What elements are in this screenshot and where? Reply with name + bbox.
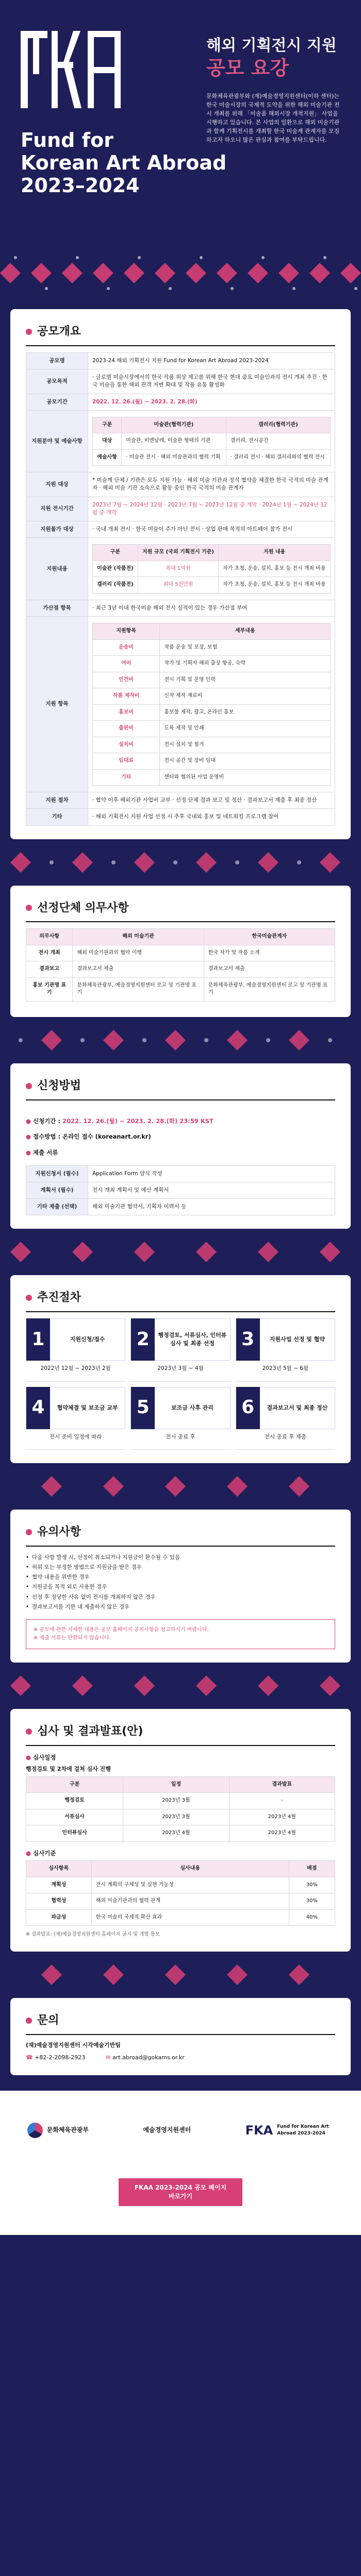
obligations-table: 의무사항 해외 미술기관 한국미술관계자 전시 개최 해외 미술기관과의 협약 이행 한국 작가 및 작품 소개 결과보고 결과보고서 제출 결과보고서 제출 홍보 기관명 표기 문화체육관광부, 예술경영지원센터 로고 및 기관명 표기 문화체육관광부, 예술경영지원센터 로고 및 기관명 표기: [26, 928, 335, 1002]
list-item: • 결과보고서를 기한 내 제출하지 않은 경우: [26, 1602, 335, 1612]
table-row: 협력성 해외 미술기관과의 협력 관계 30%: [26, 1893, 335, 1910]
notes-list: [26, 1553, 335, 1612]
process-card: [10, 1275, 351, 1463]
contact-title: 문의: [26, 2010, 335, 2035]
overview-table: [26, 352, 335, 826]
table-row: 공모목적 · 글로벌 미술시장에서의 한국 작품 위상 제고를 위해 한국 현대 중요 미술인과의 전시 개최 추진 · 한국 미술을 통한 해외 관객 저변 확대 및 작품 유통 활성화: [26, 369, 335, 394]
table-row: 기타 제출 (선택) 해외 미술기관 협약서, 기획자 이력서 등: [26, 1199, 335, 1215]
mcst-logo: 문화체육관광부: [27, 2123, 89, 2138]
process-step: 6 결과보고서 및 최종 정산 전시 종료 후 제출: [236, 1387, 335, 1450]
process-step: 3 지원사업 선정 및 협약 2023년 5월 ~ 6월: [236, 1318, 335, 1381]
table-row: 지원 전시기간 2023년 7월 ~ 2024년 12월 · 2023년 7월 ~ 2023년 12월 중 개막 · 2024년 1월 ~ 2024년 12월 중 개막: [26, 497, 335, 521]
list-item: • 지원금을 목적 외로 사용한 경우: [26, 1582, 335, 1592]
overview-card: [10, 309, 351, 839]
list-item: • 선정 후 정당한 사유 없이 전시를 개최하지 않은 경우: [26, 1592, 335, 1602]
phone-icon: ☎: [26, 2054, 35, 2061]
decorative-pattern: [0, 1952, 361, 1998]
hero-description: 문화체육관광부와 (재)예술경영지원센터(이하 센터)는 한국 미술시장의 국제적 도약을 위한 해외 미술기관 전시 개최를 위해 「미술품 해외시장 개척지원」 사업을 시행하고 있습니다. 본 사업의 일환으로 해외 미술기관과 함께 기획전시를 개최할 한국 미술계 관계자를 모집하고자 하오니 많은 관심과 참여를 부탁드립니다.: [206, 93, 340, 143]
table-row: 서류심사 2023년 3월 2023년 4월: [26, 1809, 335, 1825]
notes-card: [10, 1510, 351, 1663]
table-row: 지원 절차 · 협약 이후 해외기관 사업비 교부 · 선정 단체 결과 보고 및 정산 · 결과보고서 제출 후 최종 정산: [26, 792, 335, 809]
decorative-pattern: [0, 1229, 361, 1275]
hero-banner: [0, 0, 361, 309]
hero-subheading: 공모 요강: [206, 57, 289, 79]
support-field-table: 구분 미술관(협력기관) 갤러리(협력기관) 대상 미술관, 비엔날레, 미술관 형태의 기관 갤러리, 전시공간 예술사항 · 미술관 전시 · 해외 미술관과의 협력 기획 · 갤러리 전시 · 해외 갤러리와의 협력 전시: [92, 417, 331, 466]
review-title: 심사 및 결과발표(안): [26, 1721, 335, 1746]
process-title: 추진절차: [26, 1287, 335, 1312]
table-row: 인터뷰심사 2023년 4월 2023년 4월: [26, 1825, 335, 1842]
application-card: 신청방법 ● 신청기간 : 2022. 12. 26.(월) ~ 2023. 2. 28.(화) 23:59 KST ● 접수방법 : 온라인 접수 (koreanart.or.kr) ● 제출 서류 지원신청서 (필수) Application Form 양식 작성 계획서 (필수) 전시 개최 계획서 및 예산 계획서 기타 제출 (선택) 해외 미술기관 협약서, 기획자 이력서 등: [10, 1063, 351, 1229]
table-row: 계획서 (필수) 전시 개최 계획서 및 예산 계획서: [26, 1182, 335, 1199]
contact-phone: +82-2-2098-2923: [35, 2054, 86, 2061]
table-row: 지원신청서 (필수) Application Form 양식 작성: [26, 1165, 335, 1182]
table-row: 가산점 항목 · 최근 3년 이내 한국미술 해외 전시 실적이 있는 경우 가산점 부여: [26, 600, 335, 616]
list-item: • 협약 내용을 위반한 경우: [26, 1572, 335, 1582]
footer: [0, 2091, 361, 2235]
mail-icon: ✉: [106, 2054, 113, 2061]
table-row: 기타 · 해외 기획전시 지원 사업 선정 시 추후 국내외 홍보 및 네트워킹 프로그램 참여: [26, 809, 335, 825]
table-row: 지원분야 및 예술사항 구분 미술관(협력기관) 갤러리(협력기관) 대상 미술관, 비엔날레, 미술관 형태의 기관 갤러리, 전시공간 예술사항 · 미술관 전시 · 해외 미술관과의 협력 기획 · 갤러리 전시 · 해외 갤러리와의 협력 전시: [26, 410, 335, 472]
pink-dot-icon: [26, 1728, 32, 1735]
obligations-card: [10, 886, 351, 1017]
application-method: 온라인 접수 (koreanart.or.kr): [62, 1133, 151, 1141]
notes-title: 유의사항: [26, 1522, 335, 1547]
table-row: 파급성 한국 미술의 국제적 확산 효과 40%: [26, 1909, 335, 1926]
fka-logo-icon: FKA: [245, 2123, 273, 2138]
table-row: 행정검토 2023년 3월 -: [26, 1793, 335, 1809]
process-step: 5 보조금 사후 관리 전시 종료 후: [130, 1387, 230, 1450]
support-content-table: 구분 지원 규모 (국외 기획전시 기준) 지원 내용 미술관 (작품전) 최대 1억원 작가 초청, 운송, 설치, 홍보 등 전시 개최 비용 갤러리 (작품전) 최대 5천만원 작가 초청, 운송, 설치, 홍보 등 전시 개최 비용: [92, 544, 331, 594]
process-step: 1 지원신청/접수 2022년 12월 ~ 2023년 2월: [26, 1318, 125, 1381]
table-row: 지원 대상 * 미술계 단체 / 기관은 모두 지원 가능 · 해외 미술 기관과 정식 협약을 체결한 한국 국적의 미술 관계자 · 해외 미술 기관 소속으로 활동 중인 한국 국적의 미술 관계자: [26, 472, 335, 497]
table-row: 공모기간 2022. 12. 26.(월) ~ 2023. 2. 28.(화): [26, 394, 335, 410]
docs-table: [26, 1165, 335, 1216]
review-criteria-table: 심사항목 심사내용 배점 계획성 전시 계획의 구체성 및 실현 가능성 30% 협력성 해외 미술기관과의 협력 관계 30% 파급성 한국 미술의 국제적 확산 효과 40%: [26, 1860, 335, 1926]
table-row: 지원 항목 지원항목 세부내용 운송비 작품 운송 및 포장, 보험 여비 작가 및 기획자 해외 출장 항공, 숙박 인건비 전시 기획 및 운영 인력 작품 제작비 신작 제작 재료비 홍보비 홍보물 제작, 광고, 온라인 홍보 출판비 도록 제작 및 인쇄 설치비 전시 설치 및 철거 임대료 전시 공간 및 장비 임대 기타 센터와 협의된 사업 운영비: [26, 617, 335, 792]
table-row: 홍보 기관명 표기 문화체육관광부, 예술경영지원센터 로고 및 기관명 표기 문화체육관광부, 예술경영지원센터 로고 및 기관명 표기: [26, 977, 335, 1001]
table-row: 공모명 2023-24 해외 기획전시 지원 Fund for Korean Art Abroad 2023-2024: [26, 352, 335, 369]
support-items-table: 지원항목 세부내용 운송비 작품 운송 및 포장, 보험 여비 작가 및 기획자 해외 출장 항공, 숙박 인건비 전시 기획 및 운영 인력 작품 제작비 신작 제작 재료비 홍보비 홍보물 제작, 광고, 온라인 홍보 출판비 도록 제작 및 인쇄 설치비 전시 설치 및 철거 임대료 전시 공간 및 장비 임대 기타 센터와 협의된 사업 운영비: [92, 623, 331, 786]
review-card: 심사 및 결과발표(안) ● 심사일정 행정검토 및 2차에 걸쳐 심사 진행 구분 일정 결과발표 행정검토 2023년 3월 - 서류심사 2023년 3월 2023년 4월 인터뷰심사 2023년 4월 2023년 4월 ● 심사기준 심사항목 심사내용 배점 계획성 전시 계획의 구체성 및 실현 가능성 30% 협력성 해외 미술기관과의 협력 관계 30% 파급성 한국 미술의 국제적 확산 효과 40% ※ 결과발표: (재)예술경영지원센터 홈페이지 공지 및 개별 통보: [10, 1709, 351, 1952]
contact-org: (재)예술경영지원센터 시각예술기반팀: [26, 2041, 121, 2048]
pink-dot-icon: [26, 905, 32, 911]
contact-card: [10, 1998, 351, 2075]
list-item: • 다음 사항 발생 시, 선정이 취소되거나 지원금이 환수될 수 있음: [26, 1553, 335, 1563]
obligations-title: 선정단체 의무사항: [26, 898, 335, 923]
pink-dot-icon: [26, 1295, 32, 1301]
fka-logo-icon: [21, 31, 122, 113]
decorative-pattern: [0, 1463, 361, 1510]
decorative-pattern: [0, 1017, 361, 1063]
table-row: 지원내용 구분 지원 규모 (국외 기획전시 기준) 지원 내용 미술관 (작품전) 최대 1억원 작가 초청, 운송, 설치, 홍보 등 전시 개최 비용 갤러리 (작품전) 최대 5천만원 작가 초청, 운송, 설치, 홍보 등 전시 개최 비용: [26, 538, 335, 600]
contact-email-link[interactable]: ✉ art.abroad@gokams.or.kr: [106, 2054, 185, 2061]
hero-fund-title: Fund for Korean Art Abroad 2023–2024: [21, 129, 227, 197]
contest-page-button[interactable]: FKAA 2023-2024 공모 페이지 바로가기: [119, 2178, 242, 2206]
decorative-pattern: [0, 839, 361, 886]
table-row: 지원불가 대상 · 국내 개최 전시 · 한국 미술이 주가 아닌 전시 · 상업 판매 목적의 아트페어 참가 전시: [26, 521, 335, 538]
hero-main-text: [206, 36, 340, 144]
pink-dot-icon: [26, 1529, 32, 1535]
overview-title: 공모개요: [26, 321, 335, 346]
kams-logo: 예술경영지원센터: [143, 2126, 191, 2134]
table-row: 계획성 전시 계획의 구체성 및 실현 가능성 30%: [26, 1877, 335, 1893]
process-step: 2 행정검토, 서류심사, 인터뷰심사 및 최종 선정 2023년 3월 ~ 4월: [130, 1318, 230, 1381]
process-steps: [26, 1318, 335, 1449]
fka-footer-logo: FKA Fund for Korean Art Abroad 2023-2024: [245, 2122, 334, 2140]
table-row: 결과보고 결과보고서 제출 결과보고서 제출: [26, 961, 335, 978]
decorative-pattern: [0, 1663, 361, 1709]
table-row: 전시 개최 해외 미술기관과의 협약 이행 한국 작가 및 작품 소개: [26, 945, 335, 961]
process-step: 4 협약체결 및 보조금 교부 전시 준비 일정에 따라: [26, 1387, 125, 1450]
pink-dot-icon: [26, 329, 32, 335]
application-period: 2022. 12. 26.(월) ~ 2023. 2. 28.(화) 23:59 KST: [62, 1117, 214, 1125]
pink-dot-icon: [26, 2018, 32, 2024]
review-schedule-table: 구분 일정 결과발표 행정검토 2023년 3월 - 서류심사 2023년 3월 2023년 4월 인터뷰심사 2023년 4월 2023년 4월: [26, 1776, 335, 1842]
decorative-pattern: [0, 247, 361, 299]
hero-heading: 해외 기획전시 지원: [206, 37, 337, 55]
pink-dot-icon: [26, 1083, 32, 1089]
notes-warning-box: ※ 공모에 관한 자세한 내용은 공모 홈페이지 공지사항을 참고하시기 바랍니다. ※ 제출 서류는 반환되지 않습니다.: [26, 1619, 335, 1649]
mcst-emblem-icon: [27, 2123, 43, 2138]
list-item: • 허위 또는 부정한 방법으로 지원금을 받은 경우: [26, 1563, 335, 1572]
application-title: 신청방법: [26, 1076, 335, 1100]
